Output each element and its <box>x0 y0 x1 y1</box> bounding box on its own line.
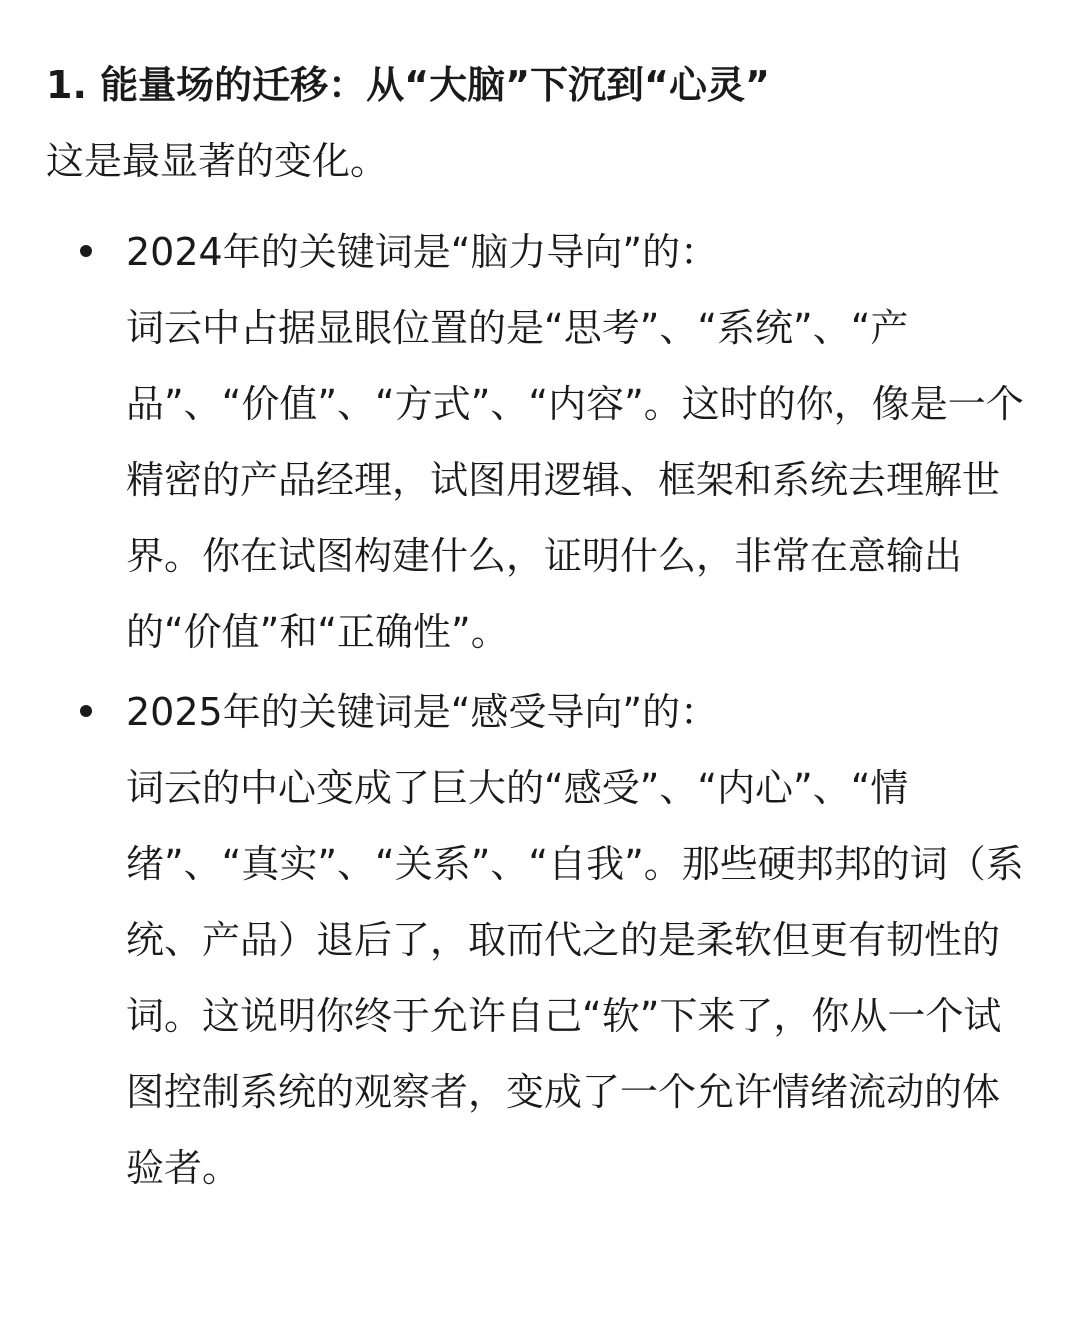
list-item <box>46 214 1034 670</box>
bullet-list <box>46 214 1034 1206</box>
section-heading: 1. 能量场的迁移：从“大脑”下沉到“心灵” <box>46 63 771 107</box>
list-item <box>46 674 1034 1206</box>
intro-paragraph: 这是最显著的变化。 <box>46 139 389 183</box>
bullet-title: 2024年的关键词是“脑力导向”的： <box>126 230 719 274</box>
bullet-body: 词云的中心变成了巨大的“感受”、“内心”、“情绪”、“真实”、“关系”、“自我”。那些硬邦邦的词（系统、产品）退后了，取而代之的是柔软但更有韧性的词。这说明你终于允许自己“软”下来了，你从一个试图控制系统的观察者，变成了一个允许情绪流动的体验者。 <box>126 766 1024 1190</box>
bullet-title: 2025年的关键词是“感受导向”的： <box>126 690 719 734</box>
bullet-dot-icon <box>80 705 92 717</box>
bullet-dot-icon <box>80 245 92 257</box>
bullet-body: 词云中占据显眼位置的是“思考”、“系统”、“产品”、“价值”、“方式”、“内容”。这时的你，像是一个精密的产品经理，试图用逻辑、框架和系统去理解世界。你在试图构建什么，证明什么，非常在意输出的“价值”和“正确性”。 <box>126 306 1024 654</box>
